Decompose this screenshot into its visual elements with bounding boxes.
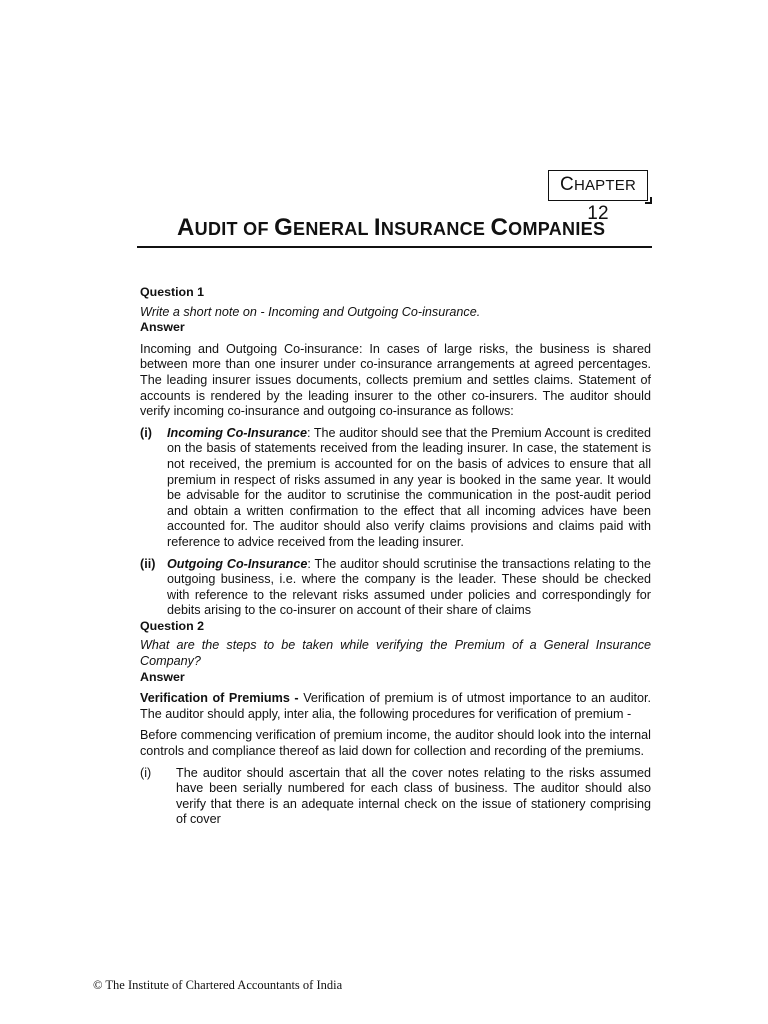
item-lead: Incoming Co-Insurance — [167, 425, 307, 440]
chapter-number: 12 — [587, 203, 609, 224]
item-text: : The auditor should see that the Premium Account is credited on the basis of statements received from the leading insurer. In case, the statement is not received, the premium is accounted for on the basis of advices to ensure that all premium in respect of risks assumed in any year is booked in the same year. It would be advisable for the auditor to scrutinise the communication in the post-audit period and obtain a written confirmation to the effect that all incoming advices have been accounted for. The auditor should also verify claims provisions and claims paid with reference to advice received from the leading insurer. — [167, 425, 651, 549]
answer-2-heading: Answer — [140, 669, 185, 684]
chapter-label-rest: HAPTER — [573, 177, 636, 194]
chapter-label-initial: C — [560, 174, 574, 195]
answer-1-intro: Incoming and Outgoing Co-insurance: In cases of large risks, the business is shared between more than one insurer under co-insurance arrangements at agreed percentages. The leading insurer issues documents, collects premium and settles claims. Statement of accounts is rendered by the leading insurer to the other co-insurers. The auditor should verify incoming co-insurance and outgoing co-insurance as follows: — [140, 341, 651, 419]
item-text: The auditor should ascertain that all the cover notes relating to the risks assumed have been serially numbered for each class of business. The auditor should also verify that there is an adequate internal check on the issue of stationery comprising of cover — [176, 765, 651, 827]
answer-1-item-1 — [140, 426, 651, 551]
answer-1-item-2 — [140, 557, 651, 619]
footer-copyright: © The Institute of Chartered Accountants of India — [93, 978, 343, 992]
chapter-label — [548, 170, 648, 224]
question-2-heading: Question 2 — [140, 618, 205, 633]
answer-2-para-1-text: Verification of premium is of utmost importance to an auditor. The auditor should apply, inter alia, the following procedures for verification of premium - — [140, 691, 651, 721]
answer-2-lead: Verification of Premiums - — [140, 691, 299, 706]
title-divider — [137, 246, 652, 248]
item-lead: Outgoing Co-Insurance — [167, 556, 308, 571]
document-body — [140, 285, 651, 828]
answer-2-para-2: Before commencing verification of premium income, the auditor should look into the internal controls and compliance thereof as laid down for collection and recording of the premiums. — [140, 728, 651, 759]
corner-mark-icon — [645, 197, 652, 204]
answer-2-item-1 — [140, 766, 651, 828]
question-1-text: Write a short note on - Incoming and Outgoing Co-insurance. — [140, 304, 481, 319]
question-2-text: What are the steps to be taken while verifying the Premium of a General Insurance Company? — [140, 638, 651, 669]
item-number: (i) — [140, 425, 152, 440]
answer-1-heading: Answer — [140, 320, 185, 335]
page-title: AUDIT OF GENERAL INSURANCE COMPANIES — [177, 214, 606, 241]
answer-2-para-1 — [140, 691, 651, 722]
question-1-heading: Question 1 — [140, 285, 205, 299]
item-number: (ii) — [140, 556, 156, 571]
item-text: : The auditor should scrutinise the transactions relating to the outgoing business, i.e. where the company is the leader. These should be checked with reference to the relevant risks assumed under policies and correspondingly for debits arising to the co-insurer on account of their share of claims — [167, 556, 651, 618]
item-number: (i) — [140, 765, 152, 780]
